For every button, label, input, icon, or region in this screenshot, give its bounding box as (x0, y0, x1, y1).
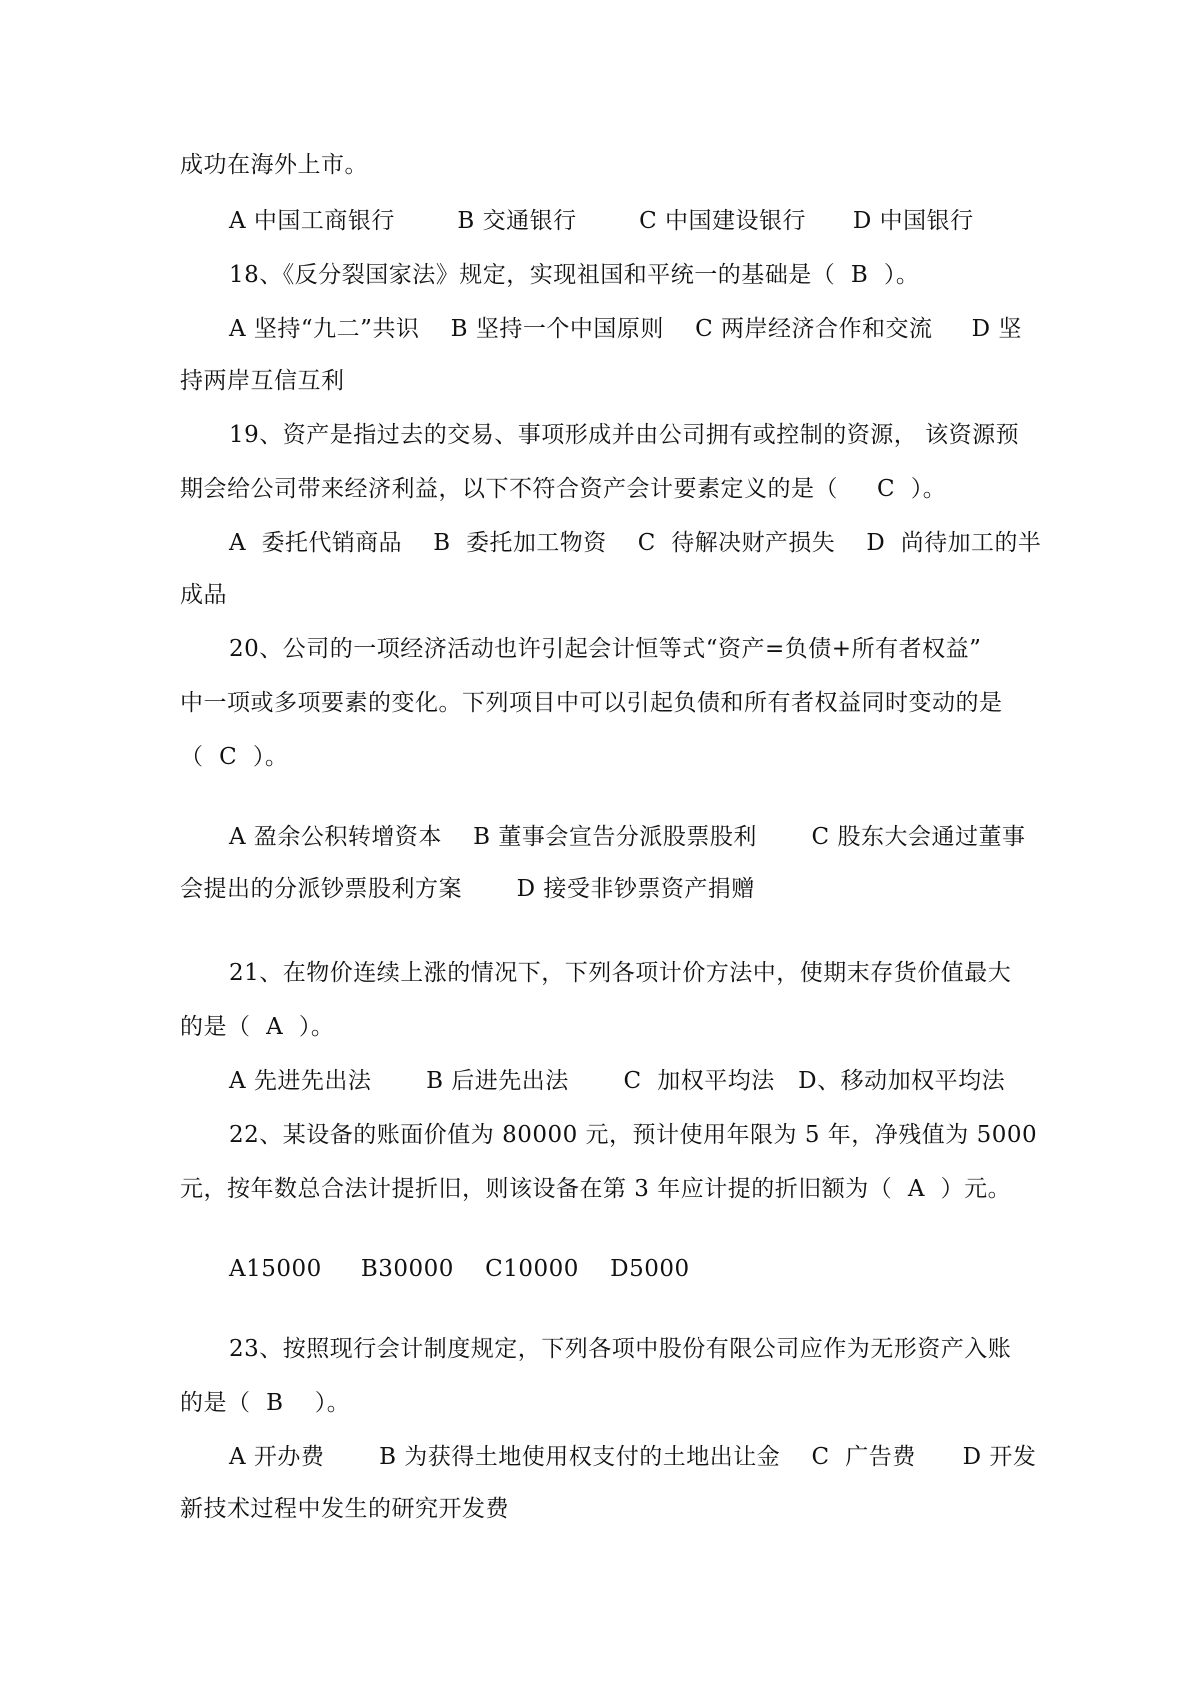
text-line: （ C ）。 (180, 744, 289, 770)
text-line: 期会给公司带来经济利益，以下不符合资产会计要素定义的是（ C ）。 (180, 476, 947, 502)
text-line: 持两岸互信互利 (180, 368, 345, 394)
answer-options: A 中国工商银行 B 交通银行 C 中国建设银行 D 中国银行 (229, 208, 974, 234)
answer-options: A 开办费 B 为获得土地使用权支付的土地出让金 C 广告费 D 开发 (229, 1444, 1037, 1470)
question-23: 23、按照现行会计制度规定，下列各项中股份有限公司应作为无形资产入账 (229, 1336, 1012, 1362)
question-20: 20、公司的一项经济活动也许引起会计恒等式“资产=负债+所有者权益” (229, 636, 982, 662)
text-line: 成功在海外上市。 (180, 152, 368, 178)
question-18: 18、《反分裂国家法》规定，实现祖国和平统一的基础是（ B ）。 (229, 262, 920, 288)
text-line: 的是（ A ）。 (180, 1014, 335, 1040)
text-line: 的是（ B ）。 (180, 1390, 351, 1416)
text-line: 中一项或多项要素的变化。下列项目中可以引起负债和所有者权益同时变动的是 (180, 690, 1003, 716)
answer-options: A 先进先出法 B 后进先出法 C 加权平均法 D、移动加权平均法 (229, 1068, 1006, 1094)
answer-options: A 坚持“九二”共识 B 坚持一个中国原则 C 两岸经济合作和交流 D 坚 (229, 316, 1022, 342)
text-line: 元，按年数总合法计提折旧，则该设备在第 3 年应计提的折旧额为（ A ）元。 (180, 1176, 1012, 1202)
answer-options: A15000 B30000 C10000 D5000 (229, 1256, 690, 1282)
answer-options: A 委托代销商品 B 委托加工物资 C 待解决财产损失 D 尚待加工的半 (229, 530, 1042, 556)
text-line: 新技术过程中发生的研究开发费 (180, 1496, 509, 1522)
text-line: 会提出的分派钞票股利方案 D 接受非钞票资产捐赠 (180, 876, 755, 902)
question-19: 19、资产是指过去的交易、事项形成并由公司拥有或控制的资源， 该资源预 (229, 422, 1020, 448)
answer-options: A 盈余公积转增资本 B 董事会宣告分派股票股利 C 股东大会通过董事 (229, 824, 1026, 850)
question-21: 21、在物价连续上涨的情况下，下列各项计价方法中，使期末存货价值最大 (229, 960, 1012, 986)
text-line: 成品 (180, 582, 227, 608)
question-22: 22、某设备的账面价值为 80000 元，预计使用年限为 5 年，净残值为 5000 (229, 1122, 1038, 1148)
